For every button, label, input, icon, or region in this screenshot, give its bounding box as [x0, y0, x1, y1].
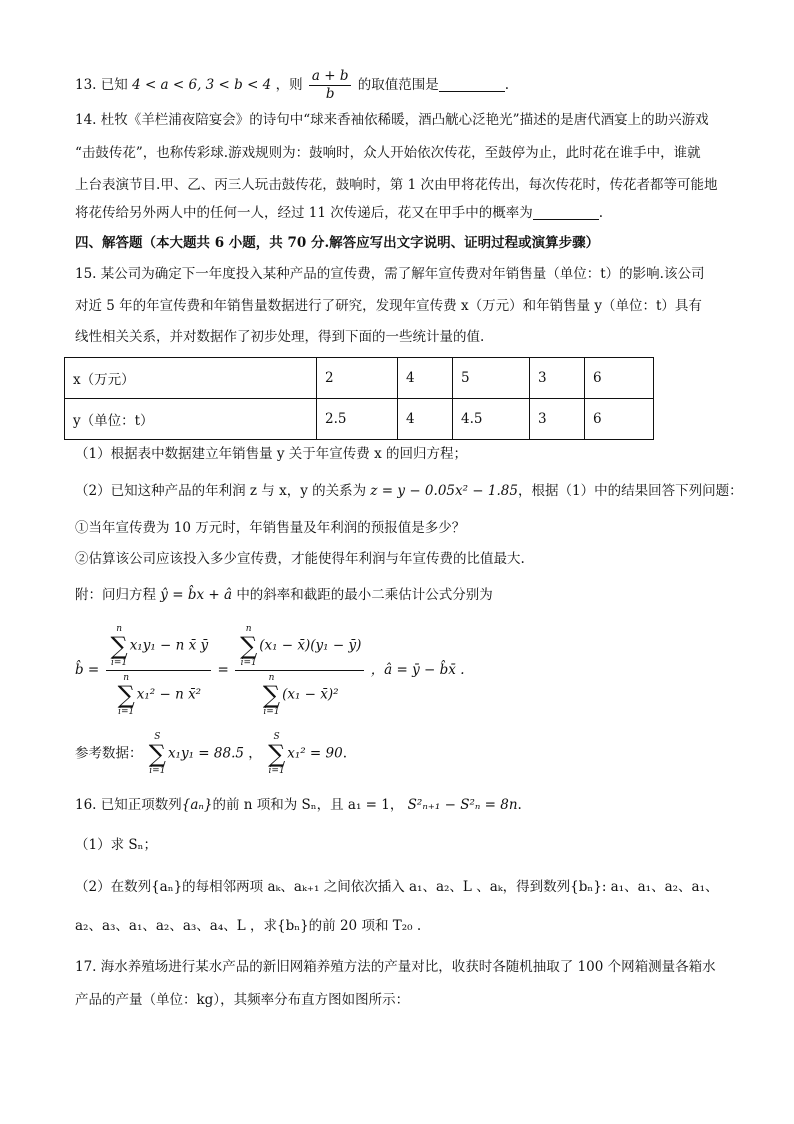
q13-fraction — [309, 68, 352, 103]
q15-line-3: 线性相关关系，并对数据作了初步处理，得到下面的一些统计量的值. — [75, 329, 485, 345]
q13-suffix: 的取值范围是 — [357, 77, 439, 93]
formula-den-2: (x₁ − x̄)² — [282, 686, 339, 703]
table-cell: 6 — [585, 358, 654, 399]
ref-separator: ， — [248, 745, 262, 762]
q15-note-a: 附：问归方程 — [75, 587, 156, 603]
question-13 — [75, 68, 509, 103]
q15-part-1: （1）根据表中数据建立年销售量 y 关于年宣传费 x 的回归方程； — [75, 446, 467, 462]
q13-answer-blank — [439, 77, 505, 92]
q14-line-4 — [75, 203, 603, 223]
q13-frac-den: b — [325, 86, 335, 102]
q15-line-1: 15. 某公司为确定下一年度投入某种产品的宣传费，需了解年宣传费对年销售量（单位：t）的影响.该公司 — [75, 266, 705, 282]
q16-line1-a: 16. 已知正项数列 — [75, 797, 182, 813]
section-4-heading: 四、解答题（本大题共 6 小题，共 70 分.解答应写出文字说明、证明过程或演算步骤） — [75, 235, 600, 251]
table-cell: 3 — [530, 399, 585, 440]
ref-value-2: x₁² = 90 — [287, 745, 343, 762]
q16-part-1: （1）求 Sₙ； — [75, 837, 157, 853]
sum-symbol: S ∑ i=1 — [268, 732, 286, 776]
q15-part2-a: （2）已知这种产品的年利润 z 与 x，y 的关系为 — [75, 483, 367, 499]
q15-line-2: 对近 5 年的年宣传费和年销售量数据进行了研究，发现年宣传费 x（万元）和年销售量 y（单位：t）具有 — [75, 298, 702, 314]
table-cell: 2 — [317, 358, 398, 399]
formula-num-2: (x₁ − x̄)(y₁ − ȳ) — [259, 637, 362, 654]
q15-data-table — [64, 357, 654, 440]
table-cell: 4 — [398, 358, 453, 399]
q16-line1-b: 的前 n 项和为 Sₙ，且 a₁ = 1， — [212, 797, 404, 813]
sum-symbol: n ∑ i=1 — [110, 624, 128, 668]
q15-note — [75, 585, 493, 605]
q16-line-1 — [75, 795, 522, 815]
formula-a-hat: ，â = ȳ − b̂x̄ . — [370, 662, 465, 678]
q16-eq: S²ₙ₊₁ − S²ₙ = 8n — [407, 797, 518, 813]
table-row — [65, 399, 654, 440]
formula-b-hat: b̂ = — [75, 662, 100, 678]
q14-line-2: “击鼓传花”，也称传彩球.游戏规则为：鼓响时，众人开始依次传花，至鼓停为止，此时花在谁手中，谁就 — [75, 145, 701, 161]
q14-end: . — [598, 205, 604, 221]
table-cell: 6 — [585, 399, 654, 440]
table-row — [65, 358, 654, 399]
ref-value-1: x₁y₁ = 88.5 — [167, 745, 244, 762]
q15-note-b: 中的斜率和截距的最小二乘估计公式分别为 — [236, 587, 493, 603]
formula-fraction-1 — [106, 624, 212, 717]
q15-sub-2: ②估算该公司应该投入多少宣传费，才能使得年利润与年宣传费的比值最大. — [75, 551, 525, 567]
formula-num-1: x₁y₁ − n x̄ ȳ — [129, 637, 209, 654]
q15-part2-eq: z = y − 0.05x² − 1.85 — [370, 483, 518, 499]
q15-reference-data — [75, 732, 347, 776]
q13-prefix: 13. 已知 — [75, 77, 128, 93]
q15-part2-b: ，根据（1）中的结果回答下列问题： — [517, 483, 743, 499]
ref-label: 参考数据： — [75, 745, 143, 762]
sum-symbol: S ∑ i=1 — [148, 732, 166, 776]
sum-symbol: n ∑ i=1 — [262, 673, 281, 717]
q14-last: 将花传给另外两人中的任何一人，经过 11 次传递后，花又在甲手中的概率为 — [75, 205, 533, 221]
q13-condition: 4 < a < 6, 3 < b < 4 — [132, 77, 272, 93]
table-cell: x（万元） — [65, 358, 317, 399]
q16-line1-end: . — [517, 797, 522, 813]
sum-symbol: n ∑ i=1 — [117, 673, 135, 717]
formula-fraction-2 — [235, 624, 364, 717]
q14-line-1: 14. 杜牧《羊栏浦夜陪宴会》的诗句中“球来香袖依稀暖，酒凸觥心泛艳光”描述的是唐代酒宴上的助兴游戏 — [75, 112, 709, 128]
ref-end: . — [342, 745, 348, 762]
table-cell: 2.5 — [317, 399, 398, 440]
q17-line-1: 17. 海水养殖场进行某水产品的新旧网箱养殖方法的产量对比，收获时各随机抽取了 100 个网箱测量各箱水 — [75, 959, 716, 975]
q16-part-2-line-1: （2）在数列{aₙ}的每相邻两项 aₖ、aₖ₊₁ 之间依次插入 a₁、a₂、L 、aₖ，得到数列{bₙ}: a₁、a₁、a₂、a₁、 — [75, 879, 719, 895]
table-cell: 4 — [398, 399, 453, 440]
formula-den-1: x₁² − n x̄² — [136, 686, 202, 703]
q16-part-2-line-2: a₂、a₃、a₁、a₂、a₃、a₄、L ，求{bₙ}的前 20 项和 T₂₀ . — [75, 918, 422, 934]
q13-end: . — [504, 77, 510, 93]
sum-symbol: n ∑ i=1 — [240, 624, 258, 668]
q14-answer-blank — [533, 205, 599, 220]
q15-part-2 — [75, 481, 743, 501]
table-cell: 3 — [530, 358, 585, 399]
q17-line-2: 产品的产量（单位：kg），其频率分布直方图如图所示： — [75, 992, 410, 1008]
q16-seq: {aₙ} — [181, 797, 213, 813]
q15-note-eq: ŷ = b̂x + â — [160, 587, 233, 603]
q14-line-3: 上台表演节目.甲、乙、丙三人玩击鼓传花，鼓响时，第 1 次由甲将花传出，每次传花时，传花者都等可能地 — [75, 177, 718, 193]
table-cell: 5 — [453, 358, 530, 399]
q13-frac-num: a + b — [309, 68, 352, 86]
q13-mid: ，则 — [275, 77, 303, 93]
q15-formula: b̂ = n ∑ i=1 x₁y₁ − n x̄ ȳ n ∑ i=1 x₁² − n x̄² = n ∑ i=1 (x₁ − x̄)(y₁ − ȳ) n ∑ i=1 (x₁ − x̄)² ，â = ȳ − b̂x̄ . — [75, 624, 465, 717]
table-cell: 4.5 — [453, 399, 530, 440]
table-cell: y（单位：t） — [65, 399, 317, 440]
q15-sub-1: ①当年宣传费为 10 万元时，年销售量及年利润的预报值是多少？ — [75, 520, 466, 536]
